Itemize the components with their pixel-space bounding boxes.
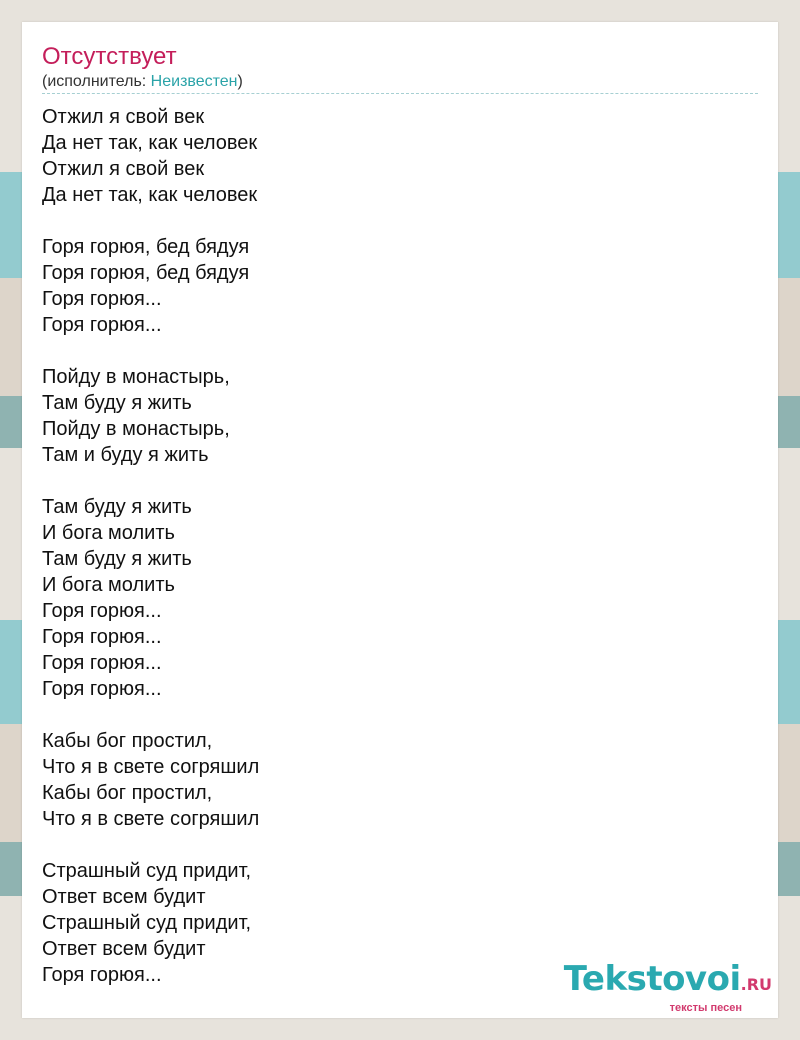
lyric-line: Кабы бог простил, (42, 782, 213, 804)
performer-line (42, 72, 243, 92)
lyric-line: Горя горюя... (42, 678, 162, 700)
lyric-line: Там буду я жить (42, 496, 192, 518)
lyric-line: Горя горюя... (42, 652, 162, 674)
lyric-line: Горя горюя... (42, 626, 162, 648)
stanza-break (42, 832, 742, 858)
lyric-line: Горя горюя... (42, 288, 162, 310)
song-title: Отсутствует (42, 43, 177, 70)
performer-prefix: (исполнитель: (42, 73, 151, 90)
stanza-break (42, 338, 742, 364)
logo-brand-name: Tekstovoi (563, 959, 741, 999)
stanza-break (42, 702, 742, 728)
lyric-line: Горя горюя... (42, 964, 162, 986)
stanza-break (42, 468, 742, 494)
lyric-line: Горя горюя, бед бядуя (42, 236, 250, 258)
lyric-line: Отжил я свой век (42, 106, 205, 128)
lyric-line: Страшный суд придит, (42, 912, 252, 934)
logo-tagline: тексты песен (669, 1002, 742, 1014)
stanza-break (42, 208, 742, 234)
lyric-line: Пойду в монастырь, (42, 366, 230, 388)
performer-link[interactable]: Неизвестен (150, 73, 238, 90)
lyric-line: Что я в свете согряшил (42, 808, 260, 830)
lyric-line: Там буду я жить (42, 392, 192, 414)
lyric-line: Да нет так, как человек (42, 184, 258, 206)
performer-suffix: ) (237, 73, 243, 90)
lyric-line: Там и буду я жить (42, 444, 209, 466)
lyrics-card (22, 22, 778, 1018)
lyric-line: И бога молить (42, 522, 175, 544)
lyrics-body (42, 104, 742, 988)
logo-tld: .RU (740, 975, 772, 994)
lyric-line: Отжил я свой век (42, 158, 205, 180)
logo-brand (563, 959, 772, 1002)
lyric-line: Горя горюя... (42, 314, 162, 336)
site-logo[interactable] (563, 959, 772, 1014)
lyric-line: Что я в свете согряшил (42, 756, 260, 778)
lyric-line: Страшный суд придит, (42, 860, 252, 882)
lyric-line: Пойду в монастырь, (42, 418, 230, 440)
lyric-line: Горя горюя... (42, 600, 162, 622)
lyric-line: Да нет так, как человек (42, 132, 258, 154)
lyric-line: Кабы бог простил, (42, 730, 213, 752)
lyric-line: Горя горюя, бед бядуя (42, 262, 250, 284)
lyric-line: Ответ всем будит (42, 886, 206, 908)
lyric-line: Там буду я жить (42, 548, 192, 570)
header-divider (42, 93, 758, 94)
lyric-line: Ответ всем будит (42, 938, 206, 960)
lyric-line: И бога молить (42, 574, 175, 596)
